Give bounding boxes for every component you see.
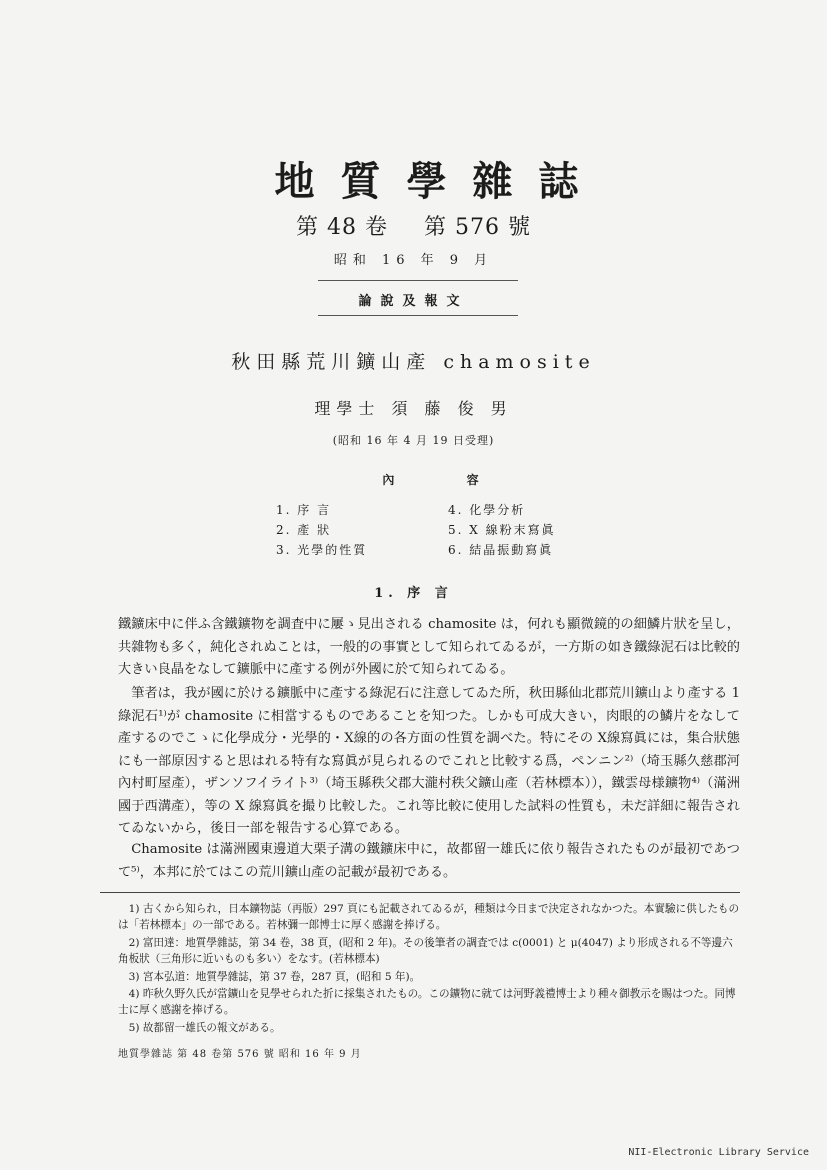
toc-item: 2. 產 狀 bbox=[276, 523, 332, 537]
footnote: 3) 宮本弘道：地質學雜誌，第 37 卷，287 頁，(昭和 5 年)。 bbox=[128, 971, 421, 983]
footnote-divider bbox=[100, 892, 740, 893]
footnote: 1) 古くから知られ，日本鑛物誌（再版）297 頁にも記載されてゐるが，種類は今日まで決定されなかつた。本實驗に供したものは「若林標本」の一部である。若林彌一郎博士に厚く感謝を捧げる。 bbox=[118, 903, 740, 932]
toc-item: 1. 序 言 bbox=[276, 503, 332, 517]
body-paragraph: 鐵鑛床中に伴ふ含鐵鑛物を調査中に屢ゝ見出される chamosite は，何れも顯微鏡的の細鱗片狀を呈し，共雜物も多く，純化されぬことは，一般的の事實として知られてゐるが，一方斯の如き鐵綠泥石は比較的大きい良晶をなして鑛脈中に產する例が外國に於て知られてゐる。 bbox=[118, 617, 740, 677]
running-footer: 地質學雜誌 第 48 卷第 576 號 昭和 16 年 9 月 bbox=[118, 1049, 362, 1060]
article-title: 秋田縣荒川鑛山產 chamosite bbox=[231, 351, 596, 373]
journal-title: 地質學雜誌 bbox=[274, 158, 605, 205]
section-top-rule bbox=[318, 280, 518, 281]
issue-date: 昭和 16 年 9 月 bbox=[333, 253, 494, 268]
section-heading: 1. 序 言 bbox=[374, 586, 453, 601]
volume-issue-line bbox=[0, 210, 827, 241]
toc-item: 4. 化學分析 bbox=[448, 503, 526, 517]
contents-heading: 內 容 bbox=[382, 473, 513, 487]
issue-number: 第 576 號 bbox=[424, 215, 531, 240]
author-line: 理學士 須 藤 俊 男 bbox=[314, 399, 513, 418]
library-credit: NII-Electronic Library Service bbox=[628, 1147, 809, 1158]
body-paragraph: 筆者は，我が國に於ける鑛脈中に產する綠泥石に注意してゐた所，秋田縣仙北郡荒川鑛山より產する 1 綠泥石¹⁾が chamosite に相當するものであることを知つた。しかも可成大きい，肉眼的の鱗片をなして產するのでこゝに化學成分・光學的・X線的の各方面の性質を調べた。特にその X線寫眞には，集合狀態にも一部原因すると思はれる特有な寫眞が見られるのでこれと比較する爲，ペンニン²⁾（埼玉縣久慈郡河內村町屋產），ザンソフイライト³⁾（埼玉縣秩父郡大瀧村秩父鑛山產（若林標本）），鐵雲母様鑛物⁴⁾（滿洲國于西溝產），等の X 線寫眞を撮り比較した。これ等比較に使用した試料の性質も，未だ詳細に報告されてゐないから，後日一部を報告する心算である。 bbox=[118, 686, 740, 836]
volume-number: 第 48 卷 bbox=[296, 215, 388, 240]
toc-item: 6. 結晶振動寫眞 bbox=[448, 543, 554, 557]
section-label: 論說及報文 bbox=[358, 294, 469, 309]
footnote: 2) 富田達：地質學雜誌，第 34 卷，38 頁，(昭和 2 年)。その後筆者の調査では c(0001) と μ(4047) より形成される不等邊六角板狀（三角形に近いものも多い）をなす。(若林標本) bbox=[118, 937, 733, 966]
received-date: (昭和 16 年 4 月 19 日受理) bbox=[332, 434, 495, 447]
footnote: 4) 昨秋久野久氏が當鑛山を見學せられた折に採集されたもの。この鑛物に就ては河野義禮博士より種々御教示を賜はつた。同博士に厚く感謝を捧げる。 bbox=[118, 988, 736, 1017]
toc-item: 5. X 線粉末寫眞 bbox=[448, 523, 556, 537]
section-bottom-rule bbox=[318, 315, 518, 316]
footnote: 5) 故都留一雄氏の報文がある。 bbox=[128, 1022, 281, 1034]
body-paragraph: Chamosite は滿洲國東邊道大栗子溝の鐵鑛床中に，故都留一雄氏に依り報告されたものが最初であつて⁵⁾，本邦に於てはこの荒川鑛山產の記載が最初である。 bbox=[118, 842, 740, 880]
toc-item: 3. 光學的性質 bbox=[276, 543, 368, 557]
